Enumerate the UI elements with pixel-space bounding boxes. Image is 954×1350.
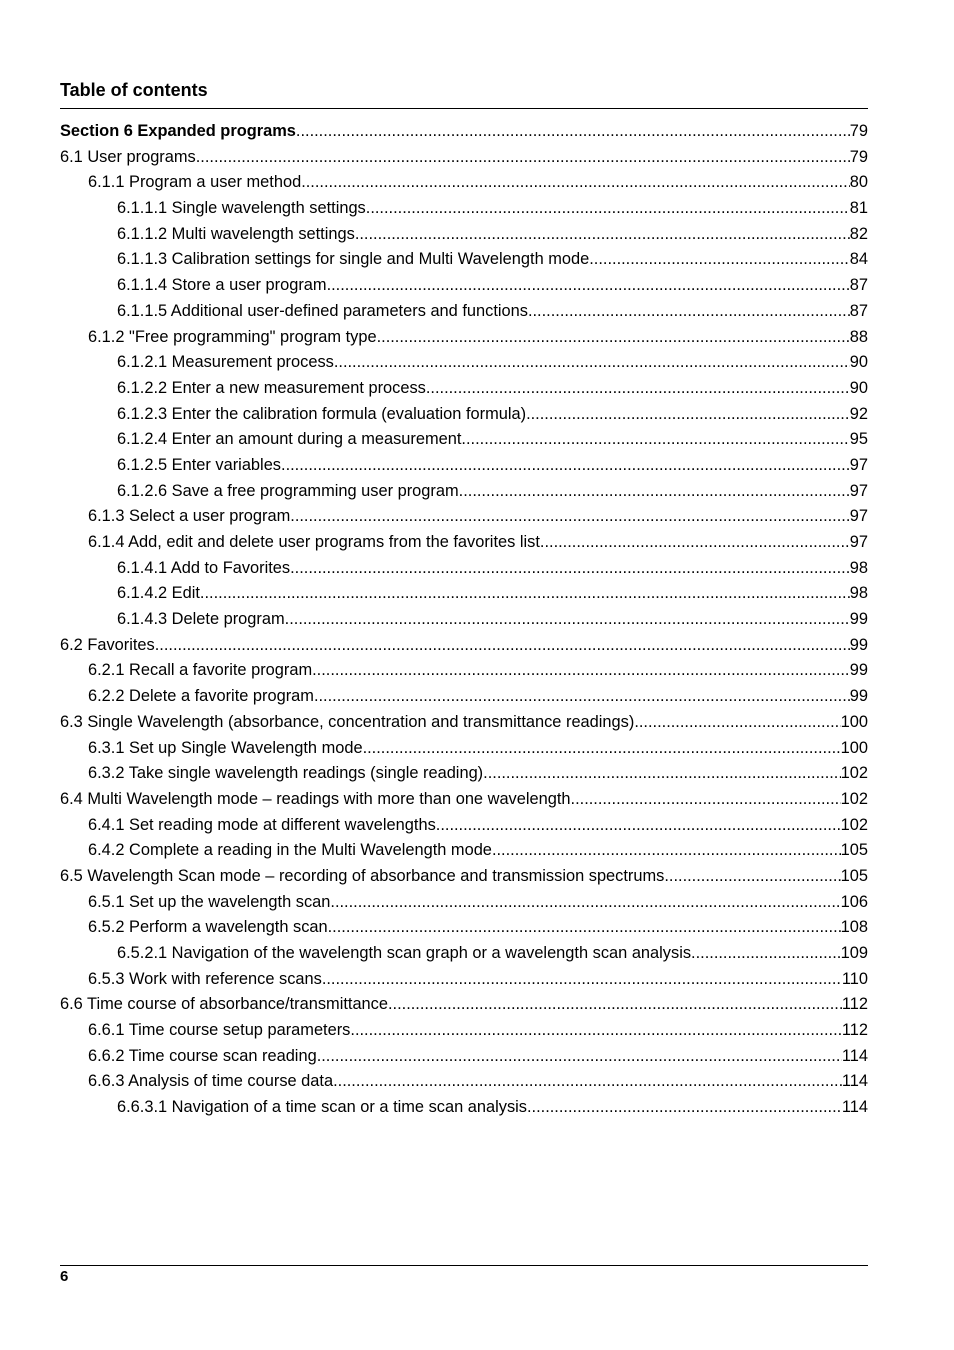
toc-entry[interactable] xyxy=(60,838,868,864)
toc-entry-title: 6.1.1.2 Multi wavelength settings xyxy=(117,224,355,243)
toc-dot-leader xyxy=(312,658,850,684)
toc-dot-leader xyxy=(301,170,850,196)
toc-dot-leader xyxy=(492,838,841,864)
toc-entry[interactable] xyxy=(60,222,868,248)
toc-entry-title: 6.6 Time course of absorbance/transmittance xyxy=(60,995,388,1014)
toc-entry-page: 98 xyxy=(849,558,868,577)
toc-entry[interactable] xyxy=(60,247,868,273)
toc-entry-page: 114 xyxy=(841,1072,868,1091)
toc-dot-leader xyxy=(355,222,850,248)
toc-entry[interactable] xyxy=(60,1044,868,1070)
toc-dot-leader xyxy=(634,710,840,736)
toc-entry[interactable] xyxy=(60,530,868,556)
toc-dot-leader xyxy=(155,633,850,659)
toc-entry[interactable] xyxy=(60,941,868,967)
toc-entry-title: 6.2 Favorites xyxy=(60,635,155,654)
toc-entry-page: 80 xyxy=(849,173,868,192)
toc-entry-title: 6.1.1.4 Store a user program xyxy=(117,276,327,295)
toc-dot-leader xyxy=(200,581,850,607)
toc-entry-page: 92 xyxy=(849,404,868,423)
toc-entry-page: 90 xyxy=(849,378,868,397)
toc-entry[interactable] xyxy=(60,376,868,402)
toc-dot-leader xyxy=(691,941,841,967)
toc-entry-page: 97 xyxy=(849,455,868,474)
toc-entry-title: 6.5 Wavelength Scan mode – recording of absorbance and transmission spectrums xyxy=(60,866,665,885)
toc-entry[interactable] xyxy=(60,864,868,890)
toc-entry-title: Section 6 Expanded programs xyxy=(60,122,296,140)
toc-entry-title: 6.1.1 Program a user method xyxy=(88,173,302,192)
toc-dot-leader xyxy=(527,1095,842,1121)
toc-dot-leader xyxy=(461,427,849,453)
toc-entry[interactable] xyxy=(60,273,868,299)
toc-dot-leader xyxy=(388,992,842,1018)
toc-dot-leader xyxy=(322,967,842,993)
toc-entry-page: 110 xyxy=(841,969,868,988)
toc-entry-page: 87 xyxy=(849,301,868,320)
toc-entry[interactable] xyxy=(60,736,868,762)
toc-entry-title: 6.5.3 Work with reference scans xyxy=(88,969,322,988)
toc-entry[interactable] xyxy=(60,325,868,351)
toc-entry[interactable] xyxy=(60,1095,868,1121)
toc-dot-leader xyxy=(350,1018,841,1044)
toc-entry-title: 6.1.2.6 Save a free programming user program xyxy=(117,481,459,500)
toc-entry-page: 79 xyxy=(849,147,868,166)
toc-entry-title: 6.1.4 Add, edit and delete user programs from the favorites list xyxy=(88,533,540,551)
toc-entry[interactable] xyxy=(60,581,868,607)
toc-entry[interactable] xyxy=(60,196,868,222)
toc-entry-title: 6.1.1.1 Single wavelength settings xyxy=(117,199,366,218)
toc-entry[interactable] xyxy=(60,402,868,428)
toc-entry-title: 6.5.2 Perform a wavelength scan xyxy=(88,918,328,937)
toc-entry-title: 6.6.2 Time course scan reading xyxy=(88,1046,317,1065)
toc-dot-leader xyxy=(296,119,850,145)
toc-dot-leader xyxy=(285,607,850,633)
toc-entry-page: 99 xyxy=(849,610,868,629)
toc-entry-title: 6.1.4.3 Delete program xyxy=(117,610,285,629)
header-divider xyxy=(60,108,868,109)
toc-entry-page: 88 xyxy=(849,327,868,346)
toc-entry-page: 100 xyxy=(840,738,868,757)
toc-dot-leader xyxy=(290,556,850,582)
toc-entry-page: 114 xyxy=(841,1046,868,1065)
toc-dot-leader xyxy=(571,787,841,813)
toc-entry-title: 6.1.2.2 Enter a new measurement process xyxy=(117,378,426,397)
toc-entry-page: 114 xyxy=(841,1098,868,1117)
toc-entry[interactable] xyxy=(60,658,868,684)
toc-dot-leader xyxy=(333,1069,842,1095)
toc-entry-page: 87 xyxy=(849,276,868,295)
toc-entry-title: 6.3.1 Set up Single Wavelength mode xyxy=(88,738,363,757)
toc-entry-page: 106 xyxy=(840,892,868,911)
toc-entry[interactable] xyxy=(60,710,868,736)
toc-dot-leader xyxy=(334,350,850,376)
toc-entry[interactable] xyxy=(60,684,868,710)
toc-entry-page: 97 xyxy=(849,481,868,500)
toc-entry-page: 95 xyxy=(849,430,868,449)
toc-entry-title: 6.1.2.5 Enter variables xyxy=(117,455,282,474)
toc-dot-leader xyxy=(317,1044,842,1070)
toc-entry-title: 6.4.2 Complete a reading in the Multi Wavelength mode xyxy=(88,841,492,860)
toc-entry-page: 102 xyxy=(840,764,868,783)
toc-entry-page: 84 xyxy=(849,250,868,269)
toc-entry[interactable] xyxy=(60,915,868,941)
footer-divider xyxy=(60,1265,868,1266)
toc-entry[interactable] xyxy=(60,556,868,582)
toc-entry-title: 6.3 Single Wavelength (absorbance, concentration and transmittance readings) xyxy=(60,712,635,731)
toc-dot-leader xyxy=(459,479,850,505)
toc-entry[interactable] xyxy=(60,453,868,479)
toc-entry-page: 99 xyxy=(849,687,868,706)
toc-dot-leader xyxy=(540,530,850,556)
toc-dot-leader xyxy=(366,196,850,222)
page-number: 6 xyxy=(60,1268,69,1285)
toc-entry[interactable] xyxy=(60,145,868,171)
toc-dot-leader xyxy=(528,299,850,325)
page-title: Table of contents xyxy=(60,80,208,100)
toc-dot-leader xyxy=(589,247,850,273)
toc-entry-page: 102 xyxy=(840,815,868,834)
toc-entry-page: 99 xyxy=(849,635,868,654)
toc-entry-title: 6.1.4.2 Edit xyxy=(117,584,200,603)
toc-entry-page: 105 xyxy=(840,866,868,885)
toc-entry-page: 98 xyxy=(849,584,868,603)
toc-entry-title: 6.5.1 Set up the wavelength scan xyxy=(88,892,331,911)
toc-entry-title: 6.1.2 "Free programming" program type xyxy=(88,327,377,346)
toc-dot-leader xyxy=(436,813,841,839)
toc-entry-title: 6.4.1 Set reading mode at different wavelengths xyxy=(88,815,436,834)
table-of-contents xyxy=(60,119,868,1121)
toc-dot-leader xyxy=(426,376,850,402)
toc-entry-page: 100 xyxy=(840,712,868,731)
toc-entry-title: 6.2.1 Recall a favorite program xyxy=(88,661,313,680)
toc-dot-leader xyxy=(483,761,840,787)
toc-dot-leader xyxy=(327,273,850,299)
toc-entry-title: 6.1.2.3 Enter the calibration formula (evaluation formula) xyxy=(117,404,527,423)
toc-entry[interactable] xyxy=(60,992,868,1018)
toc-entry[interactable] xyxy=(60,299,868,325)
toc-dot-leader xyxy=(377,325,850,351)
toc-entry-title: 6.3.2 Take single wavelength readings (single reading) xyxy=(88,764,484,783)
toc-entry-title: 6.6.3.1 Navigation of a time scan or a time scan analysis xyxy=(117,1098,527,1117)
toc-entry-title: 6.6.1 Time course setup parameters xyxy=(88,1021,351,1040)
toc-dot-leader xyxy=(290,504,850,530)
toc-entry-title: 6.1.1.3 Calibration settings for single and Multi Wavelength mode xyxy=(117,250,590,269)
toc-entry[interactable] xyxy=(60,427,868,453)
toc-entry[interactable] xyxy=(60,170,868,196)
toc-entry-title: 6.2.2 Delete a favorite program xyxy=(88,687,314,706)
toc-dot-leader xyxy=(664,864,840,890)
toc-entry[interactable] xyxy=(60,787,868,813)
toc-dot-leader xyxy=(526,402,850,428)
toc-dot-leader xyxy=(363,736,841,762)
toc-dot-leader xyxy=(281,453,850,479)
toc-entry[interactable] xyxy=(60,350,868,376)
toc-entry-page: 97 xyxy=(849,507,868,526)
toc-dot-leader xyxy=(330,890,840,916)
toc-entry-page: 82 xyxy=(849,224,868,243)
toc-entry-page: 112 xyxy=(841,1021,868,1040)
toc-entry[interactable] xyxy=(60,119,868,145)
toc-dot-leader xyxy=(328,915,841,941)
toc-entry[interactable] xyxy=(60,504,868,530)
toc-entry-title: 6.1.2.1 Measurement process xyxy=(117,353,334,372)
toc-entry-title: 6.5.2.1 Navigation of the wavelength scan graph or a wavelength scan analysis xyxy=(117,944,692,962)
toc-entry-title: 6.1.2.4 Enter an amount during a measurement xyxy=(117,430,462,449)
toc-entry[interactable] xyxy=(60,479,868,505)
toc-entry[interactable] xyxy=(60,967,868,993)
toc-entry[interactable] xyxy=(60,1018,868,1044)
toc-entry[interactable] xyxy=(60,607,868,633)
toc-entry-page: 102 xyxy=(840,789,868,808)
toc-entry-page: 90 xyxy=(849,353,868,372)
toc-entry[interactable] xyxy=(60,813,868,839)
toc-entry[interactable] xyxy=(60,1069,868,1095)
toc-entry-title: 6.1.1.5 Additional user-defined parameters and functions xyxy=(117,301,528,320)
toc-entry-page: 112 xyxy=(841,995,868,1014)
toc-entry-page: 97 xyxy=(849,533,868,551)
toc-dot-leader xyxy=(196,145,850,171)
toc-entry[interactable] xyxy=(60,761,868,787)
toc-entry-title: 6.1.3 Select a user program xyxy=(88,507,291,526)
toc-entry[interactable] xyxy=(60,633,868,659)
toc-entry-page: 109 xyxy=(840,944,868,962)
toc-entry-title: 6.4 Multi Wavelength mode – readings with more than one wavelength xyxy=(60,789,571,808)
toc-entry-page: 105 xyxy=(840,841,868,860)
toc-entry-title: 6.1.4.1 Add to Favorites xyxy=(117,558,291,577)
toc-entry-title: 6.1 User programs xyxy=(60,147,196,166)
toc-entry[interactable] xyxy=(60,890,868,916)
toc-entry-page: 79 xyxy=(849,122,868,140)
toc-entry-page: 108 xyxy=(840,918,868,937)
toc-entry-page: 99 xyxy=(849,661,868,680)
toc-dot-leader xyxy=(314,684,850,710)
toc-entry-title: 6.6.3 Analysis of time course data xyxy=(88,1072,334,1091)
toc-entry-page: 81 xyxy=(849,199,868,218)
